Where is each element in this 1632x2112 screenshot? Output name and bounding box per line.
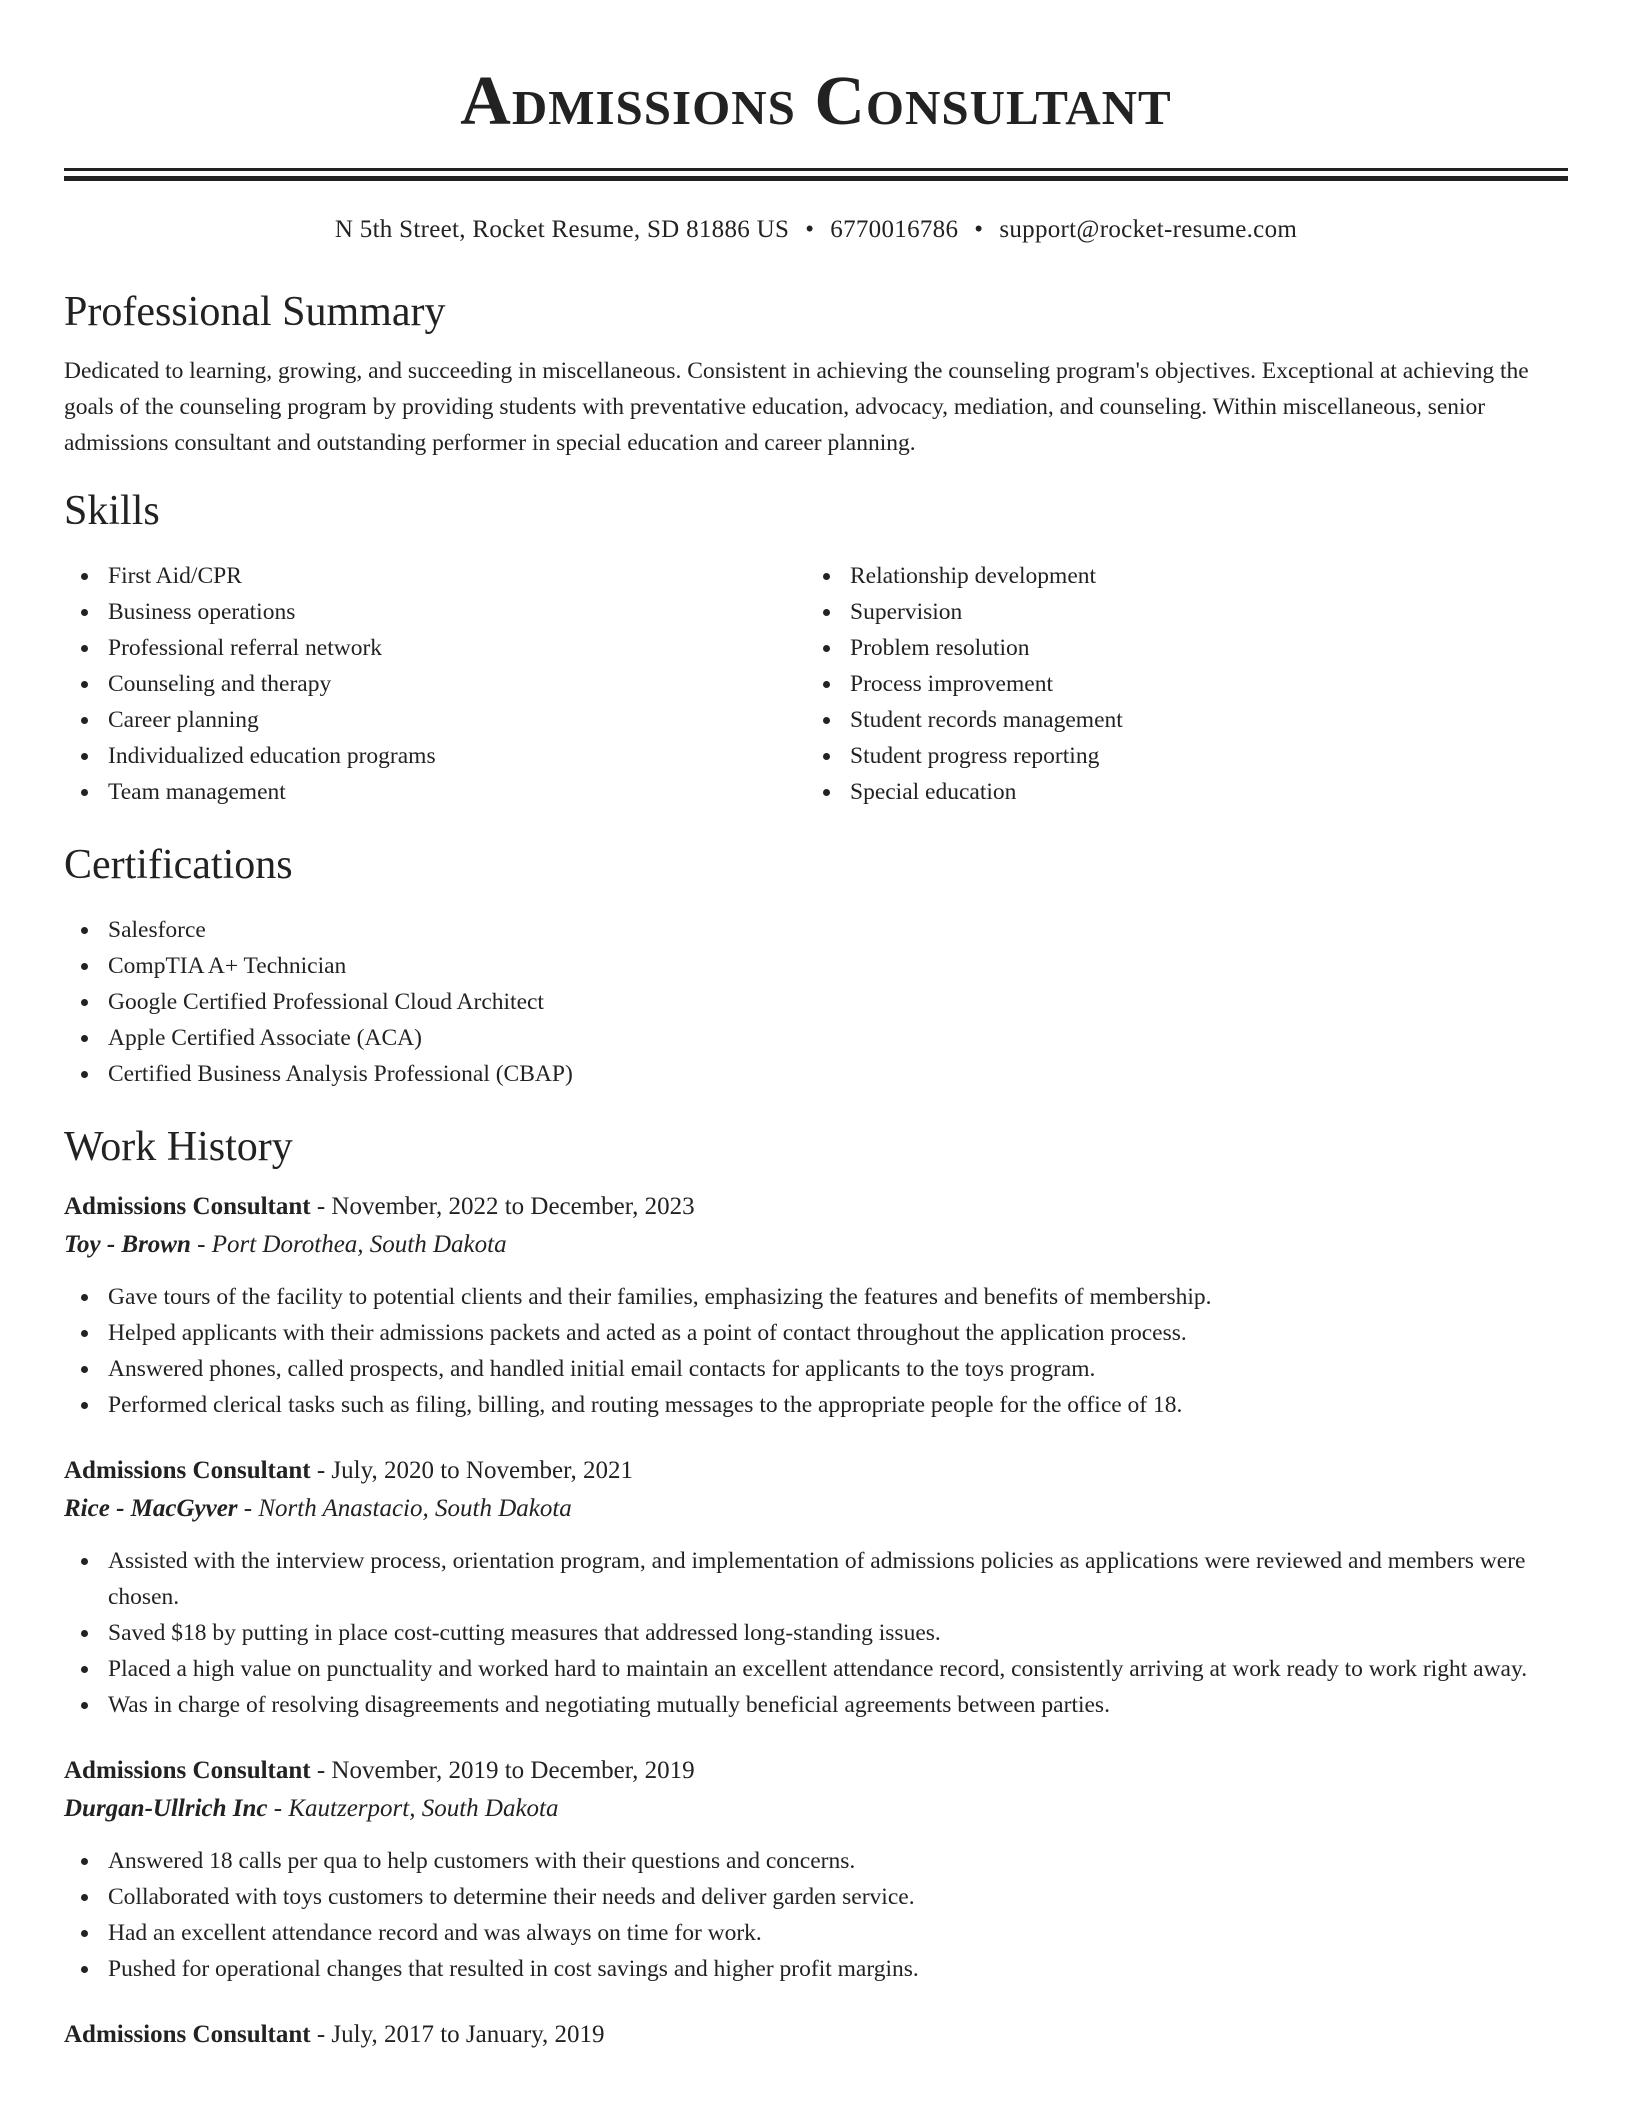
summary-text: Dedicated to learning, growing, and succeeding in miscellaneous. Consistent in achieving the counseling program's objectives. Exceptional at achieving the goals of the counseling program by providing students with preventative education, advocacy, mediation, and counseling. Within miscellaneous, senior admissions consultant and outstanding performer in special education and career planning. — [64, 358, 1529, 456]
skills-list-right — [806, 558, 1548, 810]
job-dates: - November, 2019 to December, 2019 — [310, 1757, 695, 1784]
job-entry — [64, 1188, 1568, 1423]
job-location: - Kautzerport, South Dakota — [267, 1795, 559, 1822]
job-company: Rice - MacGyver — [64, 1495, 238, 1522]
skill-item: Business operations — [64, 594, 806, 630]
resume-page — [64, 0, 1568, 2054]
job-heading — [64, 1188, 1568, 1226]
skill-item: First Aid/CPR — [64, 558, 806, 594]
job-entry — [64, 1452, 1568, 1723]
summary-section-title: Professional Summary — [64, 289, 446, 335]
job-duty: Had an excellent attendance record and was always on time for work. — [64, 1915, 1568, 1951]
certification-item: Certified Business Analysis Professional (CBAP) — [64, 1056, 1568, 1092]
contact-address: N 5th Street, Rocket Resume, SD 81886 US — [334, 216, 790, 243]
job-duty: Gave tours of the facility to potential clients and their families, emphasizing the features and benefits of membership. — [64, 1279, 1568, 1315]
skill-item: Student progress reporting — [806, 738, 1548, 774]
certification-item: CompTIA A+ Technician — [64, 948, 1568, 984]
job-duty: Saved $18 by putting in place cost-cutting measures that addressed long-standing issues. — [64, 1615, 1568, 1651]
job-duty: Assisted with the interview process, orientation program, and implementation of admissions policies as applications were reviewed and members were chosen. — [64, 1543, 1568, 1615]
contact-phone: 6770016786 — [830, 216, 959, 243]
job-entry — [64, 1752, 1568, 1987]
job-dates: - July, 2017 to January, 2019 — [310, 2021, 605, 2048]
certification-item: Google Certified Professional Cloud Architect — [64, 984, 1568, 1020]
job-duty: Answered phones, called prospects, and handled initial email contacts for applicants to the toys program. — [64, 1351, 1568, 1387]
job-duty: Was in charge of resolving disagreements and negotiating mutually beneficial agreements between parties. — [64, 1687, 1568, 1723]
job-heading — [64, 1452, 1568, 1490]
job-company: Toy - Brown — [64, 1231, 191, 1258]
job-heading — [64, 1752, 1568, 1790]
certification-item: Apple Certified Associate (ACA) — [64, 1020, 1568, 1056]
contact-separator: • — [974, 216, 984, 243]
job-dates: - July, 2020 to November, 2021 — [310, 1457, 633, 1484]
skill-item: Career planning — [64, 702, 806, 738]
skill-item: Relationship development — [806, 558, 1548, 594]
job-entry — [64, 2016, 1568, 2054]
job-duty: Answered 18 calls per qua to help customers with their questions and concerns. — [64, 1843, 1568, 1879]
job-duty: Performed clerical tasks such as filing, billing, and routing messages to the appropriate people for the office of 18. — [64, 1387, 1568, 1423]
job-duty: Placed a high value on punctuality and worked hard to maintain an excellent attendance record, consistently arriving at work ready to work right away. — [64, 1651, 1568, 1687]
job-title: Admissions Consultant — [64, 2021, 311, 2048]
header-rule-thin — [64, 168, 1568, 171]
work-history-section-title: Work History — [64, 1124, 293, 1170]
header-rule-thick — [64, 176, 1568, 181]
job-employer — [64, 1226, 1568, 1264]
contact-line — [64, 215, 1568, 245]
skills-columns — [64, 558, 1568, 810]
job-title: Admissions Consultant — [64, 1757, 311, 1784]
certifications-list — [64, 912, 1568, 1092]
job-duties-list — [64, 1279, 1568, 1423]
job-location: - Port Dorothea, South Dakota — [190, 1231, 507, 1258]
job-duty: Collaborated with toys customers to determine their needs and deliver garden service. — [64, 1879, 1568, 1915]
job-company: Durgan-Ullrich Inc — [64, 1795, 268, 1822]
skills-section-title: Skills — [64, 488, 160, 534]
skill-item: Problem resolution — [806, 630, 1548, 666]
job-location: - North Anastacio, South Dakota — [237, 1495, 572, 1522]
job-duty: Pushed for operational changes that resulted in cost savings and higher profit margins. — [64, 1951, 1568, 1987]
skill-item: Special education — [806, 774, 1548, 810]
job-duties-list — [64, 1843, 1568, 1987]
certifications-section-title: Certifications — [64, 842, 293, 888]
skill-item: Professional referral network — [64, 630, 806, 666]
job-duty: Helped applicants with their admissions packets and acted as a point of contact throughout the application process. — [64, 1315, 1568, 1351]
skill-item: Supervision — [806, 594, 1548, 630]
resume-name-heading: Admissions Consultant — [460, 63, 1172, 140]
certification-item: Salesforce — [64, 912, 1568, 948]
skill-item: Individualized education programs — [64, 738, 806, 774]
job-title: Admissions Consultant — [64, 1457, 311, 1484]
job-heading — [64, 2016, 1568, 2054]
skill-item: Team management — [64, 774, 806, 810]
job-dates: - November, 2022 to December, 2023 — [310, 1193, 695, 1220]
contact-separator: • — [805, 216, 815, 243]
skill-item: Process improvement — [806, 666, 1548, 702]
job-employer — [64, 1490, 1568, 1528]
skill-item: Student records management — [806, 702, 1548, 738]
job-title: Admissions Consultant — [64, 1193, 311, 1220]
skill-item: Counseling and therapy — [64, 666, 806, 702]
contact-email: support@rocket-resume.com — [999, 216, 1298, 243]
job-duties-list — [64, 1543, 1568, 1723]
job-employer — [64, 1790, 1568, 1828]
skills-list-left — [64, 558, 806, 810]
